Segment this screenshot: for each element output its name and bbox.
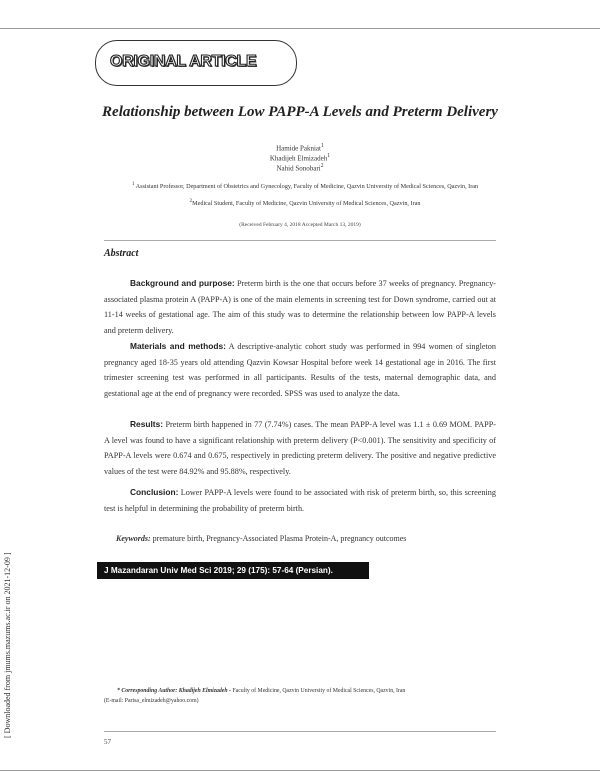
- keywords-text: premature birth, Pregnancy-Associated Plasma Protein-A, pregnancy outcomes: [152, 534, 407, 543]
- footer-rule: [104, 731, 496, 732]
- section-label: Background and purpose:: [130, 278, 235, 288]
- affiliation-sup: 1: [131, 181, 135, 187]
- section-label: Materials and methods:: [130, 341, 226, 351]
- corresponding-label: * Corresponding Author: Khadijeh Elmizadeh -: [117, 688, 231, 694]
- download-watermark: [ Downloaded from jmums.mazums.ac.ir on 2021-12-09 ]: [3, 552, 12, 738]
- keywords: [116, 534, 406, 543]
- received-dates: (Received February 4, 2018 Accepted March 13, 2019): [239, 222, 361, 228]
- journal-reference: J Mazandaran Univ Med Sci 2019; 29 (175): 57-64 (Persian).: [97, 562, 369, 579]
- section-label: Conclusion:: [130, 487, 179, 497]
- author-3: [0, 163, 600, 172]
- author-name: Nahid Sonobari: [276, 164, 321, 173]
- affiliation-text: Assistant Professor, Department of Obstetrics and Gynecology, Faculty of Medicine, Qazvin University of Medical Sciences, Qazvin, Iran: [135, 183, 479, 191]
- author-sup: 2: [320, 163, 324, 169]
- abstract-background: [104, 276, 496, 338]
- abstract-rule: [104, 240, 496, 241]
- author-sup: 1: [320, 143, 324, 149]
- corresponding-email: (E-mail: Parisa_elmizadeh@yahoo.com): [104, 698, 199, 704]
- affiliation-2: [110, 197, 500, 209]
- article-title: Relationship between Low PAPP-A Levels and Preterm Delivery: [102, 104, 498, 120]
- abstract-methods: [104, 339, 496, 401]
- author-2: [0, 153, 600, 162]
- abstract-heading: Abstract: [104, 248, 139, 259]
- section-text: Preterm birth is the one that occurs before 37 weeks of pregnancy. Pregnancy-associated plasma protein A (PAPP-A) is one of the main elements in screening test for Down syndrome, carried out at 11-14 weeks of gestational age. The aim of this study was to determine the relationship between low PAPP-A levels and preterm delivery.: [104, 279, 497, 335]
- section-label: Results:: [130, 419, 164, 429]
- affiliation-sup: 2: [189, 198, 193, 204]
- author-sup: 1: [327, 153, 331, 159]
- affiliation-text: Medical Student, Faculty of Medicine, Qazvin University of Medical Sciences, Qazvin, Iran: [192, 200, 421, 208]
- page-number: 57: [104, 738, 111, 746]
- author-name: Khadijeh Elmizadeh: [269, 154, 328, 163]
- affiliation-1: [110, 180, 500, 192]
- section-text: Lower PAPP-A levels were found to be associated with risk of preterm birth, so, this screening test is helpful in determining the probability of preterm birth.: [104, 488, 496, 513]
- author-name: Hamide Pakniat: [276, 144, 321, 153]
- top-rule: [0, 28, 600, 29]
- corresponding-text: Faculty of Medicine, Qazvin University of Medical Sciences, Qazvin, Iran: [232, 688, 406, 694]
- keywords-label: Keywords:: [116, 534, 151, 543]
- section-text: A descriptive-analytic cohort study was performed in 994 women of singleton pregnancy aged 18-35 years old attending Qazvin Kowsar Hospital before week 14 gestational age in 2016. The first trimester screening test was performed in all participants. Results of the tests, maternal demographic data, and gestational age at the end of pregnancy were recorded. SPSS was used to analyze the data.: [104, 342, 496, 398]
- bottom-rule: [0, 770, 600, 771]
- section-text: Preterm birth happened in 77 (7.74%) cases. The mean PAPP-A level was 1.1 ± 0.69 MOM. PAPP-A level was found to have a significant relationship with preterm delivery (P<0.001). The sensitivity and specificity of PAPP-A levels were 0.674 and 0.675, respectively in predicting preterm delivery. The positive and negative predictive values of the test were 84.92% and 95.88%, respectively.: [104, 420, 496, 476]
- article-type-label: ORIGINAL ARTICLE: [110, 53, 257, 70]
- corresponding-author: [117, 688, 405, 694]
- abstract-conclusion: [104, 485, 496, 516]
- abstract-results: [104, 417, 496, 479]
- author-1: [0, 143, 600, 152]
